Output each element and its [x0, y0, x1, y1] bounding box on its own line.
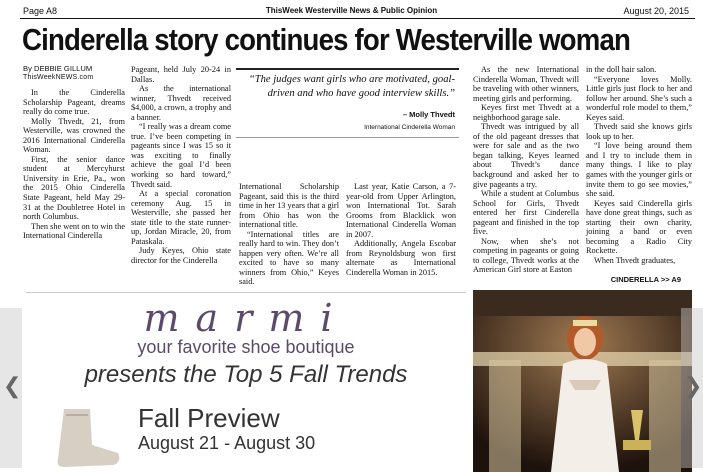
paragraph: “I love being around them and I try to include them in many things. I like to play games with the younger girls or invite them to go see movies,” she said.: [586, 141, 692, 199]
paragraph: As the new International Cinderella Woman, Thvedt will be traveling with other winners, meeting girls and performing.: [473, 65, 579, 103]
paragraph: When Thvedt graduates,: [594, 255, 676, 265]
page-header: [0, 0, 703, 18]
byline-author: By DEBBIE GILLUM: [23, 64, 93, 73]
article-column-4: [346, 182, 456, 277]
paragraph: In the Cinderella Scholarship Pageant, dreams really do come true.: [23, 88, 125, 117]
paragraph: Keyes said Cinderella girls have done great things, such as starting their own charity, joining a band or even becoming a Radio City Rockette.: [586, 198, 692, 256]
advertisement-marmi[interactable]: [26, 292, 466, 472]
pull-quote-attribution: [236, 104, 459, 131]
paragraph: International Scholarship Pageant, said this is the third time in her 13 years that a girl from Ohio has won the international title.: [239, 182, 339, 230]
issue-date: August 20, 2015: [623, 6, 689, 16]
chevron-right-icon: ❯: [684, 374, 703, 399]
byline: [23, 64, 125, 82]
paragraph: “Everyone loves Molly. Little girls just flock to her and follow her around. She’s such a wonderful role model to them,” Keyes said.: [586, 74, 692, 122]
pageant-photo-icon: [473, 290, 692, 472]
pull-quote-name: – Molly Thvedt: [402, 110, 455, 119]
paragraph: At a special coronation ceremony Aug. 15 in Westerville, she passed her state title to the state runner-up, Jordan Miracle, 20, from Pataskala.: [131, 189, 231, 246]
paragraph: Keyes first met Thvedt at a neighborhood garage sale.: [473, 103, 579, 122]
paragraph: “International titles are really hard to win. They don’t happen very often. We’re all excited to have so many winners from Ohio,” Keyes said.: [239, 229, 339, 287]
pull-quote: [236, 68, 459, 138]
paragraph: Judy Keyes, Ohio state director for the Cinderella: [131, 246, 231, 265]
article-column-1: [23, 64, 125, 241]
paragraph: in the doll hair salon.: [586, 65, 657, 74]
ad-preview-title: Fall Preview: [138, 403, 280, 433]
article-column-3: [239, 182, 339, 287]
previous-page-button[interactable]: [0, 308, 22, 468]
ad-brand-logo: marmi: [143, 296, 349, 340]
jump-line[interactable]: CINDERELLA >> A9: [610, 275, 681, 284]
byline-site: ThisWeekNEWS.com: [23, 74, 94, 81]
article-column-6: [586, 65, 692, 265]
paragraph: Additionally, Angela Escobar from Reynoldsburg won first alternate as International Cinderella Woman in 2015.: [346, 239, 456, 277]
ad-tagline: your favorite shoe boutique: [137, 337, 355, 357]
pull-quote-text: “The judges want girls who are motivated, goal-driven and who have good interview skills.”: [248, 74, 455, 99]
article-photo: [473, 290, 692, 472]
header-rule: [20, 18, 695, 19]
paragraph: Thvedt was intrigued by all of the old pageant dresses that were for sale and as the two began talking, Keyes learned about Thvedt’s dance background and asked her to give pageants a try.: [473, 122, 579, 189]
pull-quote-rule-bottom: [236, 137, 459, 138]
article-column-2: [131, 65, 231, 265]
ad-headline: presents the Top 5 Fall Trends: [84, 361, 408, 388]
boot-icon: [34, 409, 122, 469]
article-column-5: [473, 65, 579, 275]
paragraph: While a student at Columbus School for Girls, Thvedt entered her first Cinderella pageant and finished in the top five.: [473, 189, 579, 237]
paragraph: Last year, Katie Carson, a 7-year-old from Upper Arlington, won International Tot. Sarah Grooms from Blacklick won International Cinderella Woman in 2007.: [346, 182, 456, 239]
paragraph: Then she went on to win the International Cinderella: [23, 221, 126, 241]
ad-dates: August 21 - August 30: [138, 433, 316, 453]
paragraph: First, the senior dance student at Mercyhurst University in Erie, Pa., won the 2015 Ohio Cinderella State Pageant, held May 29-31 at the Doubletree Hotel in north Columbus.: [23, 154, 125, 222]
next-page-button[interactable]: [681, 308, 703, 468]
paper-name: ThisWeek Westerville News & Public Opinion: [265, 6, 438, 15]
chevron-left-icon: ❮: [3, 374, 22, 399]
article-headline: Cinderella story continues for Westerville woman: [22, 22, 631, 57]
pull-quote-rule: [236, 68, 459, 70]
page-number: Page A8: [23, 6, 58, 16]
paragraph: Now, when she’s not competing in pageants or going to college, Thvedt works at the American Girl store at Easton: [473, 236, 579, 275]
paragraph: “I really was a dream come true. I’ve been competing in pageants since I was 15 so it was exciting to finally achieve the goal I’d been working so hard toward,” Thvedt said.: [131, 122, 231, 189]
paragraph: Molly Thvedt, 21, from Westerville, was crowned the 2016 International Cinderella Woman.: [23, 116, 125, 155]
paragraph: As the international winner, Thvedt received $4,000, a crown, a trophy and a banner.: [131, 84, 231, 122]
paragraph: Thvedt said she knows girls look up to her.: [586, 122, 692, 141]
pull-quote-title: International Cinderella Woman: [364, 124, 455, 131]
paragraph: Pageant, held July 20-24 in Dallas.: [131, 65, 231, 84]
